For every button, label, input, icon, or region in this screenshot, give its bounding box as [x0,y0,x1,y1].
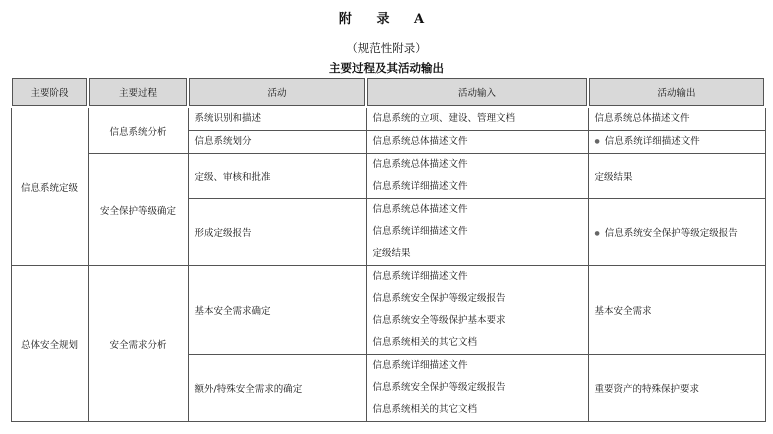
input-text: 信息系统安全保护等级定级报告 [372,293,506,304]
table-row [11,107,765,131]
output-cell: 重要资产的特殊保护要求 [588,355,765,422]
header-output: 活动输出 [588,77,765,107]
input-text: 信息系统的立项、建设、管理文档 [372,113,516,124]
process-cell: 信息系统分析 [88,107,188,154]
activity-cell: 形成定级报告 [188,199,366,266]
input-text: 信息系统详细描述文件 [372,360,468,371]
output-cell: 定级结果 [588,154,765,199]
input-text: 信息系统总体描述文件 [372,159,468,170]
activity-text: 信息系统划分 [194,136,252,147]
table-caption: 主要过程及其活动输出 [329,61,444,75]
header-process: 主要过程 [88,77,188,107]
header-stage: 主要阶段 [11,77,88,107]
output-cell: 基本安全需求 [588,266,765,355]
output-text: 信息系统总体描述文件 [594,113,690,124]
input-text: 信息系统详细描述文件 [372,271,468,282]
input-text: 信息系统安全等级保护基本要求 [372,315,506,326]
output-cell [588,199,765,266]
table-header-row [11,77,765,107]
process-cell: 安全需求分析 [88,266,188,422]
input-text: 信息系统总体描述文件 [372,204,468,215]
input-text: 信息系统相关的其它文档 [372,404,478,415]
input-cell [366,199,588,266]
header-input: 活动输入 [366,77,588,107]
table-row [11,266,765,355]
activity-cell: 定级、审核和批准 [188,154,366,199]
input-text: 信息系统安全保护等级定级报告 [372,382,506,393]
appendix-subtitle: （规范性附录） [346,41,427,55]
activity-text: 系统识别和描述 [194,113,262,124]
input-cell [366,355,588,422]
input-text: 信息系统相关的其它文档 [372,337,478,348]
stage-cell: 信息系统定级 [11,107,88,266]
output-cell [588,131,765,154]
stage-cell: 总体安全规划 [11,266,88,422]
input-text: 信息系统详细描述文件 [372,226,468,237]
output-text: ● 信息系统安全保护等级定级报告 [595,228,738,239]
activity-cell [188,131,366,154]
input-cell [366,131,588,154]
appendix-title: 附 录 A [338,12,435,27]
input-text: 定级结果 [372,248,411,259]
process-table [10,76,766,422]
table-row [11,154,765,199]
input-cell [366,154,588,199]
activity-cell: 额外/特殊安全需求的确定 [188,355,366,422]
input-text: 信息系统总体描述文件 [372,136,468,147]
header-activity: 活动 [188,77,366,107]
input-cell [366,107,588,131]
input-cell [366,266,588,355]
output-text: ● 信息系统详细描述文件 [589,131,765,153]
process-cell: 安全保护等级确定 [88,154,188,266]
activity-cell: 基本安全需求确定 [188,266,366,355]
input-text: 信息系统详细描述文件 [372,181,468,192]
output-cell [588,107,765,131]
activity-cell [188,107,366,131]
